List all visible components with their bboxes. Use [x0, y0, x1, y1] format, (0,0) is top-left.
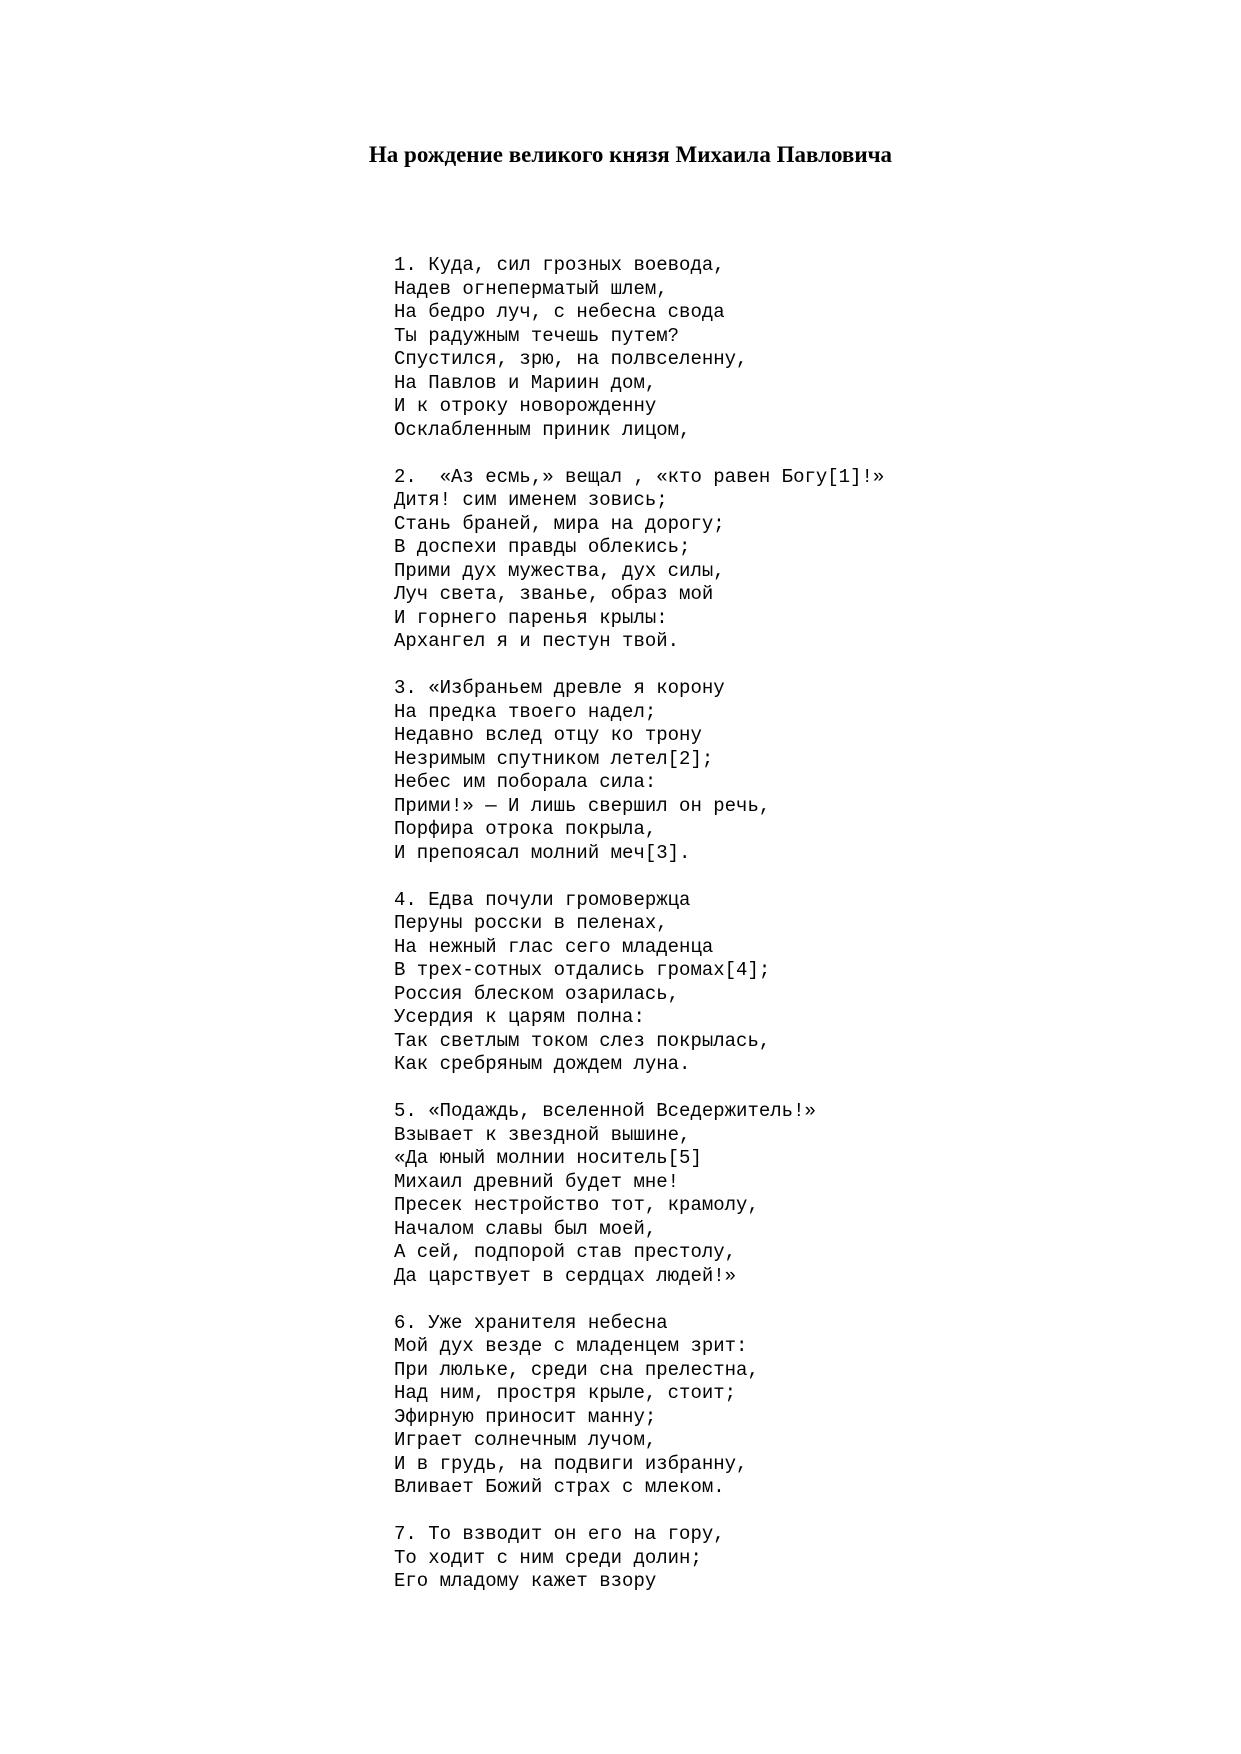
verse-line: Его младому кажет взору [394, 1570, 657, 1592]
verse-line: То ходит с ним среди долин; [394, 1546, 702, 1569]
verse-line: И в грудь, на подвиги избранну, [394, 1452, 748, 1475]
stanza-7 [394, 1523, 1194, 1594]
stanza-6 [394, 1312, 1194, 1500]
verse-line: Прими!» — И лишь свершил он речь, [394, 794, 771, 817]
verse-line: Над ним, простря крыле, стоит; [394, 1382, 737, 1404]
verse-line: На нежный глас сего младенца [394, 935, 714, 958]
verse-line: Прими дух мужества, дух силы, [394, 559, 725, 582]
verse-line: Луч света, званье, образ мой [394, 583, 714, 605]
stanza-5 [394, 1100, 1194, 1288]
verse-line: 1. Куда, сил грозных воевода, [394, 254, 725, 276]
verse-line: И к отроку новорожденну [394, 395, 657, 417]
verse-line: В трех-сотных отдались громах[4]; [394, 959, 771, 981]
poem-body [394, 254, 1194, 1617]
verse-line: На бедро луч, с небесна свода [394, 301, 725, 323]
verse-line: Взывает к звездной вышине, [394, 1123, 691, 1146]
verse-line: При люльке, среди сна прелестна, [394, 1358, 759, 1381]
verse-line: Как сребряным дождем луна. [394, 1053, 691, 1075]
verse-line: Усердия к царям полна: [394, 1006, 645, 1028]
verse-line: 4. Едва почули громовержца [394, 888, 691, 911]
verse-line: Вливает Божий страх с млеком. [394, 1476, 725, 1498]
verse-line: Началом славы был моей, [394, 1217, 657, 1240]
verse-line: Дитя! сим именем зовись; [394, 489, 668, 511]
verse-line: 5. «Подаждь, вселенной Вседержитель!» [394, 1100, 816, 1122]
stanza-1 [394, 254, 1194, 442]
verse-line: Эфирную приносит манну; [394, 1405, 657, 1428]
verse-line: 6. Уже хранителя небесна [394, 1311, 668, 1334]
verse-line: Порфира отрока покрыла, [394, 818, 657, 840]
stanza-2 [394, 466, 1194, 654]
verse-line: Так светлым током слез покрылась, [394, 1029, 771, 1052]
stanza-4 [394, 889, 1194, 1077]
verse-line: Архангел я и пестун твой. [394, 630, 680, 652]
verse-line: 2. «Аз есмь,» вещал , «кто равен Богу[1]!» [394, 465, 885, 488]
verse-line: Перуны росски в пеленах, [394, 912, 668, 934]
verse-line: И горнего паренья крылы: [394, 606, 668, 629]
verse-line: Россия блеском озарилась, [394, 982, 680, 1005]
verse-line: Спустился, зрю, на полвселенну, [394, 348, 748, 370]
stanza-3 [394, 677, 1194, 865]
verse-line: А сей, подпорой став престолу, [394, 1241, 737, 1263]
verse-line: 3. «Избраньем древле я корону [394, 677, 725, 699]
verse-line: И препоясал молний меч[3]. [394, 841, 691, 864]
verse-line: Ты радужным течешь путем? [394, 324, 680, 347]
verse-line: Осклабленным приник лицом, [394, 418, 691, 441]
verse-line: «Да юный молнии носитель[5] [394, 1147, 702, 1169]
verse-line: Недавно вслед отцу ко трону [394, 724, 702, 746]
verse-line: Стань браней, мира на дорогу; [394, 512, 725, 535]
verse-line: В доспехи правды облекись; [394, 536, 691, 558]
verse-line: Играет солнечным лучом, [394, 1429, 657, 1451]
verse-line: Небес им поборала сила: [394, 771, 657, 793]
verse-line: Михаил древний будет мне! [394, 1170, 680, 1193]
verse-line: На предка твоего надел; [394, 700, 657, 723]
verse-line: Пресек нестройство тот, крамолу, [394, 1194, 759, 1216]
verse-line: Надев огнеперматый шлем, [394, 277, 668, 300]
verse-line: Да царствует в сердцах людей!» [394, 1264, 737, 1287]
verse-line: 7. То взводит он его на гору, [394, 1523, 725, 1545]
poem-title: На рождение великого князя Михаила Павловича [368, 142, 893, 167]
verse-line: На Павлов и Мариин дом, [394, 371, 657, 394]
verse-line: Мой дух везде с младенцем зрит: [394, 1335, 748, 1357]
verse-line: Незримым спутником летел[2]; [394, 747, 714, 770]
